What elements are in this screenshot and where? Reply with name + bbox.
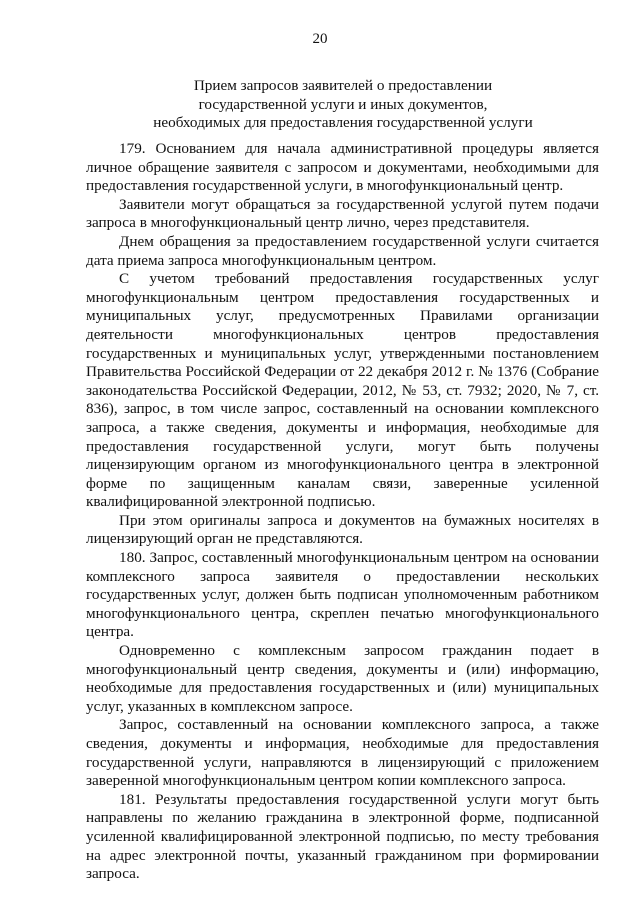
paragraph-applicants: Заявители могут обращаться за государственной услугой путем подачи запроса в многофункциональный центр лично, через представителя. bbox=[86, 195, 599, 232]
paragraph-181-results: 181. Результаты предоставления государственной услуги могут быть направлены по желанию гражданина в электронной форме, подписанной усиленной квалифицированной электронной подписью, по месту требования на адрес электронной почты, указанный гражданином при формировании запроса. bbox=[86, 790, 599, 883]
paragraph-180-request: 180. Запрос, составленный многофункциональным центром на основании комплексного запроса заявителя о предоставлении нескольких государственных услуг, должен быть подписан уполномоченным работником многофункционального центра, скреплен печатью многофункционального центра. bbox=[86, 549, 599, 641]
document-body bbox=[86, 140, 599, 884]
section-heading bbox=[88, 77, 598, 133]
paragraph-originals: При этом оригиналы запроса и документов на бумажных носителях в лицензирующий орган не представляются. bbox=[86, 511, 599, 548]
heading-line-2: государственной услуги и иных документов, bbox=[198, 95, 488, 113]
heading-line-1: Прием запросов заявителей о предоставлении bbox=[193, 77, 493, 94]
page-number: 20 bbox=[312, 31, 328, 47]
paragraph-complex-request: Запрос, составленный на основании комплексного запроса, а также сведения, документы и информация, необходимые для предоставления государственной услуги, направляются в лицензирующий с приложением заверенной многофункциональным центром копии комплексного запроса. bbox=[86, 716, 599, 790]
heading-line-3: необходимых для предоставления государственной услуги bbox=[153, 114, 533, 131]
paragraph-application-date: Днем обращения за предоставлением государственной услуги считается дата приема запроса многофункциональным центром. bbox=[86, 232, 599, 269]
paragraph-simultaneously: Одновременно с комплексным запросом гражданин подает в многофункциональный центр сведения, документы и (или) информацию, необходимые для предоставления государственных и (или) муниципальных услуг, указанных в комплексном запросе. bbox=[86, 642, 599, 715]
paragraph-179-basis: 179. Основанием для начала административной процедуры является личное обращение заявителя с запросом и документами, необходимыми для предоставления государственной услуги, в многофункциональный центр. bbox=[86, 140, 599, 195]
paragraph-requirements: С учетом требований предоставления государственных услуг многофункциональным центром предоставления государственных и муниципальных услуг, предусмотренных Правилами организации деятельности многофункциональных центров предоставления государственных и муниципальных услуг, утвержденными постановлением Правительства Российской Федерации от 22 декабря 2012 г. № 1376 (Собрание законодательства Российской Федерации, 2012, № 53, ст. 7932; 2020, № 7, ст. 836), запрос, в том числе запрос, составленный на основании комплексного запроса, а также сведения, документы и информация, необходимые для предоставления государственной услуги, могут быть получены лицензирующим органом из многофункционального центра в электронной форме по защищенным каналам связи, заверенные усиленной квалифицированной электронной подписью. bbox=[86, 270, 599, 511]
